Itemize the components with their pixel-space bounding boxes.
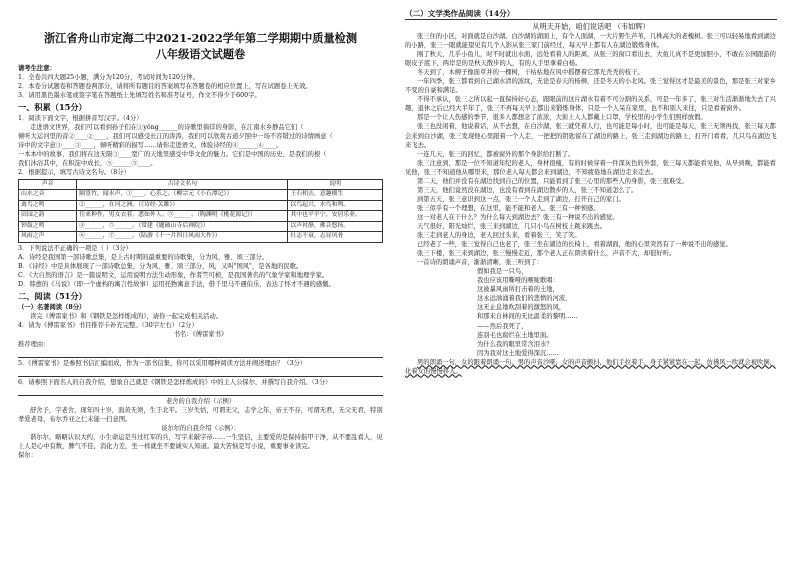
intro-example-title: 老舍的自我介绍（示例） <box>165 397 236 405</box>
notes-heading: 请考生注意： <box>18 65 56 72</box>
right-column <box>405 8 777 376</box>
table-cell: 禽鸟之鸣 <box>19 200 77 211</box>
poem-block <box>405 267 777 357</box>
story-paragraph: 刚了秋天，几乎小鱼儿，时不时就出水面，远处看着人的距离，从张三的窗口看出去，大鱼儿真不是更加胆小，不敢在公园跟游的眼皮子底下，两岸是的是秋天散步的人，有的人手里拿着白杨。 <box>405 51 776 68</box>
table-cell: 田园之韵 <box>19 211 77 222</box>
poem-line: 为什么我的眼里常含泪水？ <box>477 340 553 348</box>
story-paragraph: 这一对老人在干什么？为什么每天到湖边去？张三有一种说不出的感觉。 <box>417 213 619 221</box>
story-paragraph: 到第五天，张三意识到这一点，张三一个人走到了湖边，打开自己的家门。 <box>417 195 625 203</box>
left-column <box>18 8 383 460</box>
q1-passage-line: 走进语文世界，我们可以看到孙子们在①yǒng______的诗歌里徜徉的身影，在江南水乡静品它们（ <box>30 124 304 132</box>
answer-line[interactable] <box>18 387 383 397</box>
table-cell: 王石相击，意趣横生 <box>288 190 383 201</box>
question-1: 1．阅读下面文字，根据拼音写汉字。（4分） <box>18 115 143 123</box>
card-title: 书名：《傅雷家书》 <box>173 331 228 339</box>
section-2-heading: 二、阅读（51分） <box>18 291 87 302</box>
table-cell: 壮志不衰，志显风骨 <box>288 232 383 243</box>
baoer-example-text: 谐尔尔，略略认识大约，小生命运是当过红军的兵，写字来敲字帝……一生坚信，主要爱的是保持指甲干净，从不要乱看人，见上人是心中有数，脾气不佳，消化力差，坐一样就坐不要诚实人知道。最大苦恼是写小说，重要事业读完。 <box>18 434 383 451</box>
table-row <box>19 200 383 211</box>
table-cell: ④______，⑤______。（常建《题破山寺后禅院》） <box>77 221 288 232</box>
question-2: 2．根据提示，填写古诗文名句。（8分） <box>18 169 130 177</box>
story-paragraph: 第二天，他们并没有在湖边找到自己的位置，只能看到了张三心里的那些人的身影，张三很难受。 <box>417 177 688 185</box>
table-cell: ⑥______，⑦______。（陆游《十一月四日风雨大作》） <box>77 232 288 243</box>
table-cell: 隔篁竹，闻水声，①____，心乐之。（柳宗元《小石潭记》） <box>77 190 288 201</box>
baoer-example-title: 谈尔尔的自我介绍（示例）： <box>161 425 240 433</box>
table-header-row <box>19 179 383 190</box>
table-row <box>19 232 383 243</box>
story-paragraph: 张三注意到，那是一位不知道年纪的老人，身材很瘦，有的时候穿着一件深灰色的外套，张三每天都能看见他，从早到晚，都能看见他，张三不知道他从哪里来，那位老人每天都会来到湖边，不知疲倦地在湖边走来走去。 <box>405 159 776 176</box>
q1-passage-line: 一本本中的故事，我们将在这无限③____宽广的天地里感受中华文化的魅力。它们是中国的历史、是我们的根（ <box>18 151 327 159</box>
story-title: 从明天开始，咱们说话吧 （韦如辉） <box>532 22 650 31</box>
story-paragraph: 不得不承认，张三之所以起一直保持好心态，跟眼前的这片湖水有着不可分割的关系，可是一年多了，张三对生活渐渐地失去了兴趣，退休之后已经大半年了，张三不再每天早上都出来锻炼身体，只是一个人呆在家里，也不和别人来往，只是看着窗外。 <box>405 96 776 113</box>
story-paragraph: 第三天，他们竟然没在湖边，也没有看到在湖边散步的人，张三不知道怎么了。 <box>417 186 638 194</box>
table-header: 古诗文名句 <box>77 179 288 190</box>
subsection-1-heading: （一）名著阅读（8分） <box>18 304 86 312</box>
poem-line: 我也应该用嘶哑的喉咙歌唱： <box>477 277 559 285</box>
poem-line: 连羽毛也腐烂在土地里面。 <box>477 331 553 339</box>
card-reason-label: 推荐理由： <box>18 340 50 348</box>
story-last-paragraph: 男的朗诵一句，女的跟着朗诵一句。男的声音沙哑，女的声音颤抖，他们手拉着手，身子紧紧靠在一起，仿佛风一吹就会被吹倒，化着女的慢慢移入。 <box>405 358 776 375</box>
subsection-2-heading: （二）文学类作品阅读（14分） <box>405 8 777 20</box>
story-paragraph: 一连几天，张三的回忆，都被窗外的那个身影给打断了。 <box>417 150 575 158</box>
table-cell: 风雨之声 <box>19 232 77 243</box>
poem-line: ——然后我死了， <box>477 322 528 330</box>
question-4: 4．请为《傅雷家书》书目推荐卡补充完整。（30字左右）（2分） <box>18 322 198 330</box>
table-row <box>19 221 383 232</box>
story-paragraph: 张三也没闲着，他说着话，从不去想，在白沙湖，张三就凭着人行，也可能是每小时，也可能是每天，张三无须再找，张三每天都会来到白沙湖，张三发现他心里跟着一个人走，一把把的钥匙留在了湖边的路上，张三走到湖边的路上，打开门看看，几只鸟在湖边飞来飞去。 <box>405 123 777 149</box>
table-row <box>19 211 383 222</box>
table-cell: 其中也平平宁，安居乐业。 <box>288 211 383 222</box>
q1-passage-line: 我们沐浴其中，在积淀中成长，⑤______⑤____。 <box>18 160 157 168</box>
story-paragraph: 张三似乎有一个理想，在这里，能不能和老人，张三有一种预感。 <box>417 204 600 212</box>
section-1-heading: 一、积累（15分） <box>18 102 87 113</box>
q3-option: A．诗经是我国第一部诗歌总集，是上古时期的最重要的诗歌集，分为风、雅、颂三部分。 <box>18 254 269 262</box>
table-cell: 以声衬静，佛音悠扬。 <box>288 221 383 232</box>
q4-intro: 读完《傅雷家书》和《钢铁是怎样炼成的》，请你一起完成相关活动。 <box>30 313 223 321</box>
notes-item: 1．全卷共四大题25小题，满分为120分，考试时间为120分钟。 <box>18 74 199 82</box>
table-cell: 钟鼓之鸣 <box>19 221 77 232</box>
exam-subtitle: 八年级语文试题卷 <box>155 47 246 61</box>
table-header: 说明 <box>288 179 383 190</box>
poem-line: 和那来自林间的无比温柔的黎明…… <box>477 313 578 321</box>
table-cell: 以鸟起兴，水鸟和鸣。 <box>288 200 383 211</box>
baoer-prompt: 保尔： <box>18 452 37 460</box>
q1-passage-line: 诗中的文字意③____③____，倾听精彩的描写……请你走进语文，体验诗经的④______④____。 <box>18 142 283 150</box>
story-paragraph: 一首诗的朗诵声音，渐渐清晰，张三听到了： <box>417 259 543 267</box>
story-paragraph: 张三走到老人的身边，老人回过头来，看着张三，笑了笑。 <box>417 232 581 240</box>
intro-example-text: 舒舍予，字老舍，现年四十岁，面黄无须，生于北平。三岁失怙，可谓无父，志学之年，帝王不存，可谓无君，无父无君，特别孝爱老母，布尔乔亚之仁未能一扫意图。 <box>18 406 383 424</box>
q3-option: B．《诗经》中是具体展现了一部诗歌总集，分为风、雅、颂三部分，风，又叫"国风"，是各地的民歌。 <box>18 263 303 271</box>
story-paragraph: 已经老了一些，张三觉得自己也老了，张三坐在湖边的长椅上，看着湖面，他的心里突然有了一种说不出的感觉。 <box>417 241 732 249</box>
table-cell: ②______，在河之洲。（《诗经·关雎》） <box>77 200 288 211</box>
question-3: 3．下列说法不正确的一项是（ ）（3分） <box>18 245 132 253</box>
q3-option: D．韩愈的《马说》（即一个虚构的寓言性故事）运用托物寓意手法，借千里马不遇伯乐，表达了怀才不遇的感慨。 <box>18 281 335 289</box>
poem-line: 因为我对这土地爱得深沉…… <box>477 349 559 357</box>
table-row <box>19 190 383 201</box>
poem-line: 假如我是一只鸟， <box>477 268 528 276</box>
exam-title: 浙江省舟山市定海二中2021-2022学年第二学期期中质量检测 <box>43 31 358 45</box>
story-paragraph: 一年四季，张三都看到自己湖水清的波纹，无论是春天的杨柳，还是冬天的小北风。张三觉得这才是最美的景色，那是张三对家乡不变的自豪和满足。 <box>405 78 776 95</box>
notes-item: 3．请用黑色墨水笔或签字笔在答题纸上先填写姓名和准考证号，作文不得少于600字。 <box>18 92 261 100</box>
q3-option: C．《大自然的语言》是一篇说明文，运用说明方法生动形象，作者竺可桢，是我国著名的气象学家和地理学家。 <box>18 272 329 280</box>
question-5: 5．《傅雷家书》是参照书信汇编而成，作为一部书信集，你可以采用哪种阅读方法并阐述理由？（3分） <box>18 359 307 367</box>
story-paragraph: 天气很好，阳光灿烂，张三来到湖边，几只小鸟在树枝上跳来跳去。 <box>417 222 606 230</box>
notes-item: 2．本卷分试题卷和答题卷两部分，请将所有题目的答案填写在答题卷的相应位置上，写在试题卷上无效。 <box>18 83 312 91</box>
story-paragraph: 张三住的小区，对面就是白沙湖。白沙湖的湖面上，有个人面湖，一大片野生芦苇，几株高大的老槐树。张三可以轻易地看到湖边的小路，张三一眼就能望见有几个人影从张三家门前经过，每天早上都有人在湖边锻炼身体。 <box>405 33 776 50</box>
poem-line: 这被暴风雨所打击着的土地， <box>477 286 559 294</box>
table-cell: 山水之音 <box>19 190 77 201</box>
answer-line[interactable] <box>18 368 383 378</box>
table-header: 声音 <box>19 179 77 190</box>
poem-table <box>18 179 383 244</box>
poem-line: 这永远汹涌着我们的悲愤的河流， <box>477 295 572 303</box>
q1-passage-line: 倾听大运河里的音②____②____，我们可以感受长江的涛涛，我们可以欣赏古道夕照中一场不容错过的诗情画意（ <box>18 133 333 141</box>
story-paragraph: 那是一个让人伤感的季节，很多人都想念了浓浓，大街上人人都戴上口罩，学校里的小学生们照样放假。 <box>417 114 707 122</box>
question-6: 6．请参照下面名人的自我介绍，想象自己就是《钢铁是怎样炼成的》中的主人公保尔，并撰写自我介绍。（3分） <box>18 378 332 386</box>
answer-line[interactable] <box>18 349 383 359</box>
story-paragraph: 张三下楼，张三来到湖边，张三慢慢走近，那个老人正在朗读着什么，声音不大，却很好听。 <box>417 250 676 258</box>
story-paragraph: 冬天到了，木柳子像面草并的一棵树，干枯枯地在风中摇摆着它那光秃秃的枝干。 <box>417 69 644 77</box>
table-cell: 往来种作，男女衣着，悉如外人。③______。（陶渊明《桃花源记》） <box>77 211 288 222</box>
poem-line: 这无止息地吹刮着的激怒的风， <box>477 304 566 312</box>
